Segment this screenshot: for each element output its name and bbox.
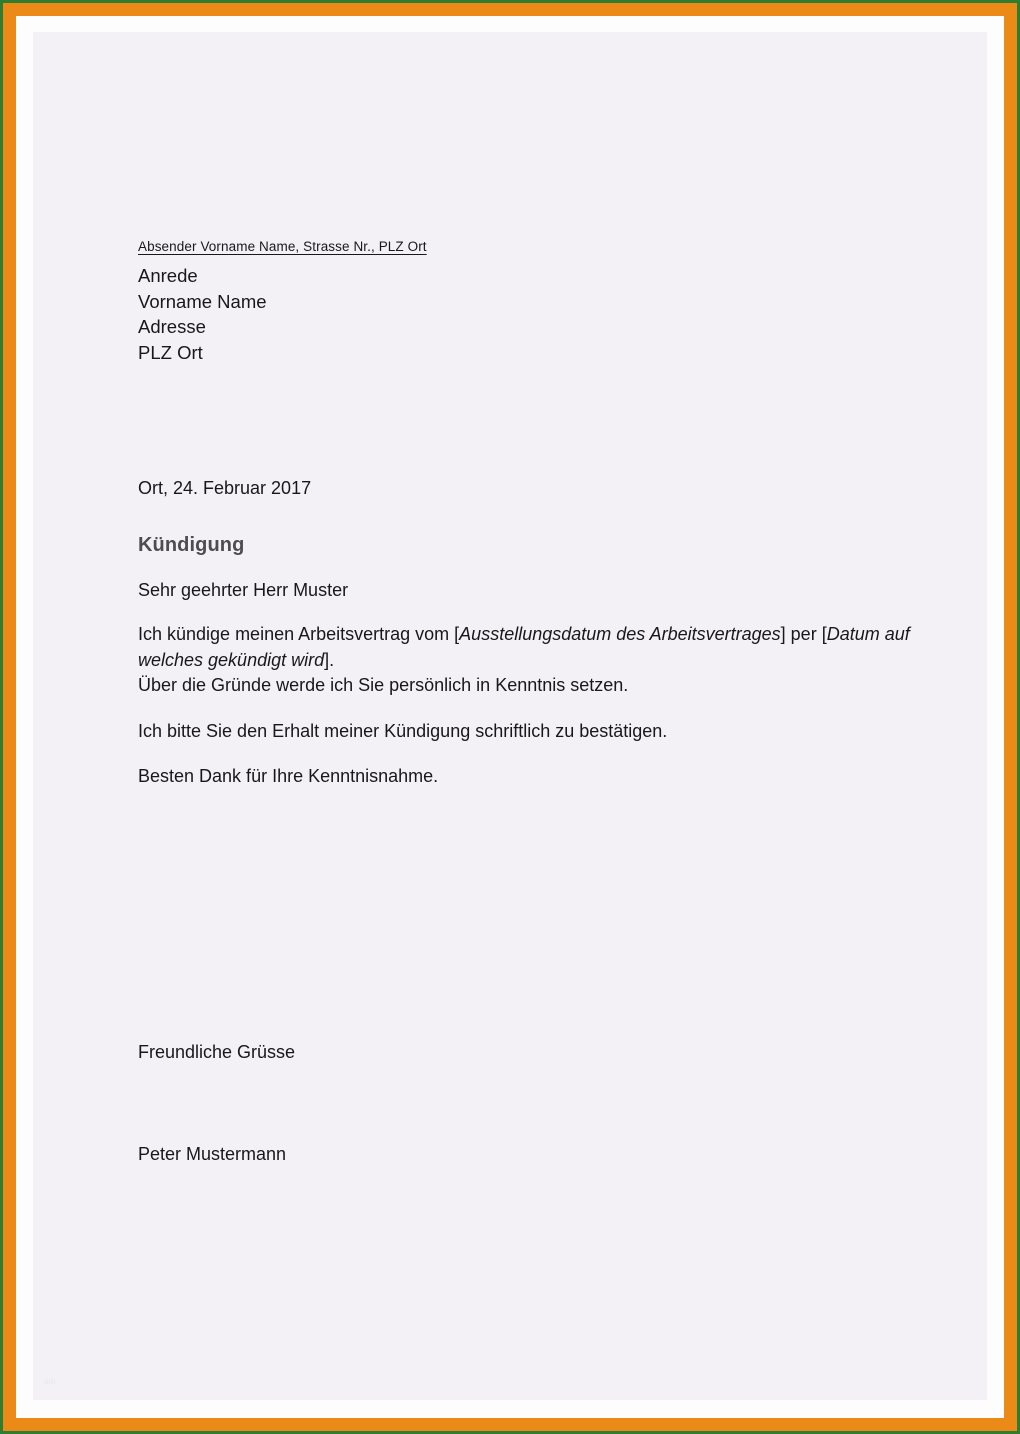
letter-content xyxy=(138,238,913,1166)
letter-page xyxy=(33,32,987,1400)
letter-closing: Freundliche Grüsse xyxy=(138,1041,296,1062)
orange-border-frame xyxy=(3,3,1017,1431)
recipient-line-city: PLZ Ort xyxy=(138,341,203,363)
recipient-line-name: Vorname Name xyxy=(138,290,267,312)
body-p1-segment-2: ] per [ xyxy=(780,624,827,644)
body-p1-segment-1: Ich kündige meinen Arbeitsvertrag vom [ xyxy=(138,624,460,644)
letter-salutation: Sehr geehrter Herr Muster xyxy=(138,580,349,600)
place-and-date: Ort, 24. Februar 2017 xyxy=(138,478,312,498)
body-paragraph-1 xyxy=(138,622,913,673)
sender-address-line: Absender Vorname Name, Strasse Nr., PLZ Ort xyxy=(138,239,427,254)
page-watermark: alb xyxy=(44,1377,56,1386)
body-p1-placeholder-contract-date: Ausstellungsdatum des Arbeitsvertrages xyxy=(459,624,781,644)
page-white-gap xyxy=(16,16,1004,1418)
body-p1-placeholder-termination-date: Datum auf welches gekündigt wird xyxy=(138,624,910,670)
recipient-address-block xyxy=(138,263,913,365)
recipient-line-salutation: Anrede xyxy=(138,265,198,286)
body-p1-segment-3: ]. xyxy=(324,649,335,670)
recipient-line-street: Adresse xyxy=(138,316,206,337)
body-paragraph-2: Über die Gründe werde ich Sie persönlich in Kenntnis setzen. xyxy=(138,675,629,695)
body-paragraph-3: Ich bitte Sie den Erhalt meiner Kündigung schriftlich zu bestätigen. xyxy=(138,720,668,741)
letter-subject-heading: Kündigung xyxy=(138,534,245,556)
body-paragraph-4: Besten Dank für Ihre Kenntnisnahme. xyxy=(138,766,439,786)
letter-signature-name: Peter Mustermann xyxy=(138,1143,287,1164)
